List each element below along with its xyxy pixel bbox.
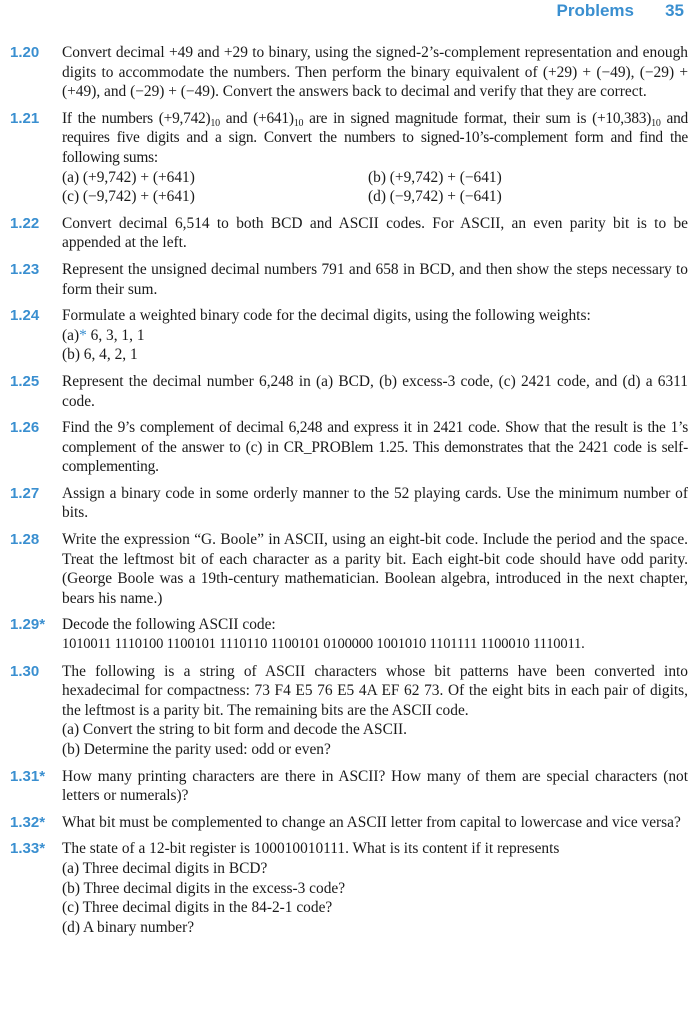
page-number: 35 <box>665 1 684 20</box>
problem-text: Assign a binary code in some orderly manner to the 52 playing cards. Use the minimum number of bits. <box>62 484 688 522</box>
sum-parts <box>62 168 688 207</box>
problem-text: Convert decimal +49 and +29 to binary, using the signed-2’s-complement representation and enough digits to accommodate the numbers. Then perform the binary equivalent of (+29) + (−49), (−29) + (+49), and (−29) + (−49). Convert the answers back to decimal and verify that they are correct. <box>62 44 688 101</box>
problem-number: 1.24 <box>10 307 40 325</box>
problem-text: Find the 9’s complement of decimal 6,248 and express it in 2421 code. Show that the result is the 1’s complement of the answer to (c) in CR_PROBlem 1.25. This demonstrates that the 2421 code is self-complementing. <box>62 419 688 476</box>
problem-text: Decode the following ASCII code: <box>62 616 276 634</box>
problem-1-31 <box>0 767 694 806</box>
problem-1-20 <box>0 43 694 102</box>
problem-1-33 <box>0 839 694 937</box>
problem-1-26 <box>0 418 694 477</box>
problem-text: If the numbers $(+9,742)_{10}$ and $(+641)_{10}$ are in signed magnitude format, their sum is $(+10,383)_{10}$ and requires five digits and a sign. Convert the numbers to signed-10’s-complement form and find the following sums: <box>62 109 688 166</box>
part-a: (a) (+9,742) + (+641) <box>62 168 195 186</box>
problem-1-29 <box>0 615 694 654</box>
problem-1-24 <box>0 306 694 365</box>
problem-1-30 <box>0 662 694 760</box>
problem-number: 1.20 <box>10 44 40 61</box>
part-b: (b) 6, 4, 2, 1 <box>62 346 138 364</box>
problem-1-27 <box>0 484 694 523</box>
part-d: (d) A binary number? <box>62 918 195 936</box>
ascii-code-string: 1010011 1110100 1100101 1110110 1100101 0100000 1001010 1101111 1100010 1110011. <box>62 636 585 653</box>
part-b: (b) Determine the parity used: odd or even? <box>62 741 331 758</box>
problem-text: Represent the unsigned decimal numbers 791 and 658 in BCD, and then show the steps necessary to form their sum. <box>62 260 688 298</box>
problem-1-22 <box>0 214 694 253</box>
problem-text: Formulate a weighted binary code for the decimal digits, using the following weights: <box>62 307 591 325</box>
problem-text: Convert decimal 6,514 to both BCD and ASCII codes. For ASCII, an even parity bit is to be appended at the left. <box>62 214 688 252</box>
problem-number: 1.28 <box>10 531 40 549</box>
problem-list <box>0 43 694 944</box>
problem-text: How many printing characters are there in ASCII? How many of them are special characters (not letters or numerals)? <box>62 767 688 805</box>
problem-text: Write the expression “G. Boole” in ASCII, using an eight-bit code. Include the period and the space. Treat the leftmost bit of each character as a parity bit. Each eight-bit code should have odd parity. (George Boole was a 19th-century mathematician. Boolean algebra, introduced in the next chapter, bears his name.) <box>62 531 688 607</box>
problem-number: 1.33* <box>10 840 46 858</box>
part-a: (a) Convert the string to bit form and decode the ASCII. <box>62 721 407 739</box>
part-d: (d) (−9,742) + (−641) <box>368 188 502 206</box>
problem-number: 1.26 <box>10 419 40 437</box>
problem-number: 1.32* <box>10 813 46 831</box>
part-a: (a)* 6, 3, 1, 1 <box>62 326 145 344</box>
problem-text: The following is a string of ASCII characters whose bit patterns have been converted into hexadecimal for compactness: 73 F4 E5 76 E5 4A EF 62 73. Of the eight bits in each pair of digits, the leftmost is a parity bit. The remaining bits are the ASCII code. <box>62 662 688 719</box>
part-b: (b) Three decimal digits in the excess-3 code? <box>62 879 346 897</box>
problem-number: 1.27 <box>10 484 40 502</box>
problem-text: The state of a 12-bit register is 100010010111. What is its content if it represents <box>62 840 560 858</box>
problem-number: 1.23 <box>10 260 40 278</box>
part-a: (a) Three decimal digits in BCD? <box>62 859 268 877</box>
problem-number: 1.30 <box>10 662 40 680</box>
problem-number: 1.31* <box>10 767 46 785</box>
problem-text: Represent the decimal number 6,248 in (a) BCD, (b) excess-3 code, (c) 2421 code, and (d) a 6311 code. <box>62 372 688 410</box>
problem-1-25 <box>0 372 694 411</box>
problem-number: 1.21 <box>10 109 40 127</box>
problem-number: 1.22 <box>10 214 40 232</box>
part-b: (b) (+9,742) + (−641) <box>368 168 502 186</box>
part-c: (c) Three decimal digits in the 84-2-1 code? <box>62 899 333 917</box>
problem-number: 1.25 <box>10 372 40 390</box>
problem-1-32 <box>0 813 694 833</box>
part-c: (c) (−9,742) + (+641) <box>62 188 195 206</box>
problem-1-28 <box>0 530 694 608</box>
problem-text: What bit must be complemented to change an ASCII letter from capital to lowercase and vice versa? <box>62 813 681 831</box>
problem-1-21 <box>0 109 694 207</box>
section-title: Problems <box>556 1 634 20</box>
page-header <box>0 0 694 26</box>
problem-1-23 <box>0 260 694 299</box>
problem-number: 1.29* <box>10 616 46 634</box>
